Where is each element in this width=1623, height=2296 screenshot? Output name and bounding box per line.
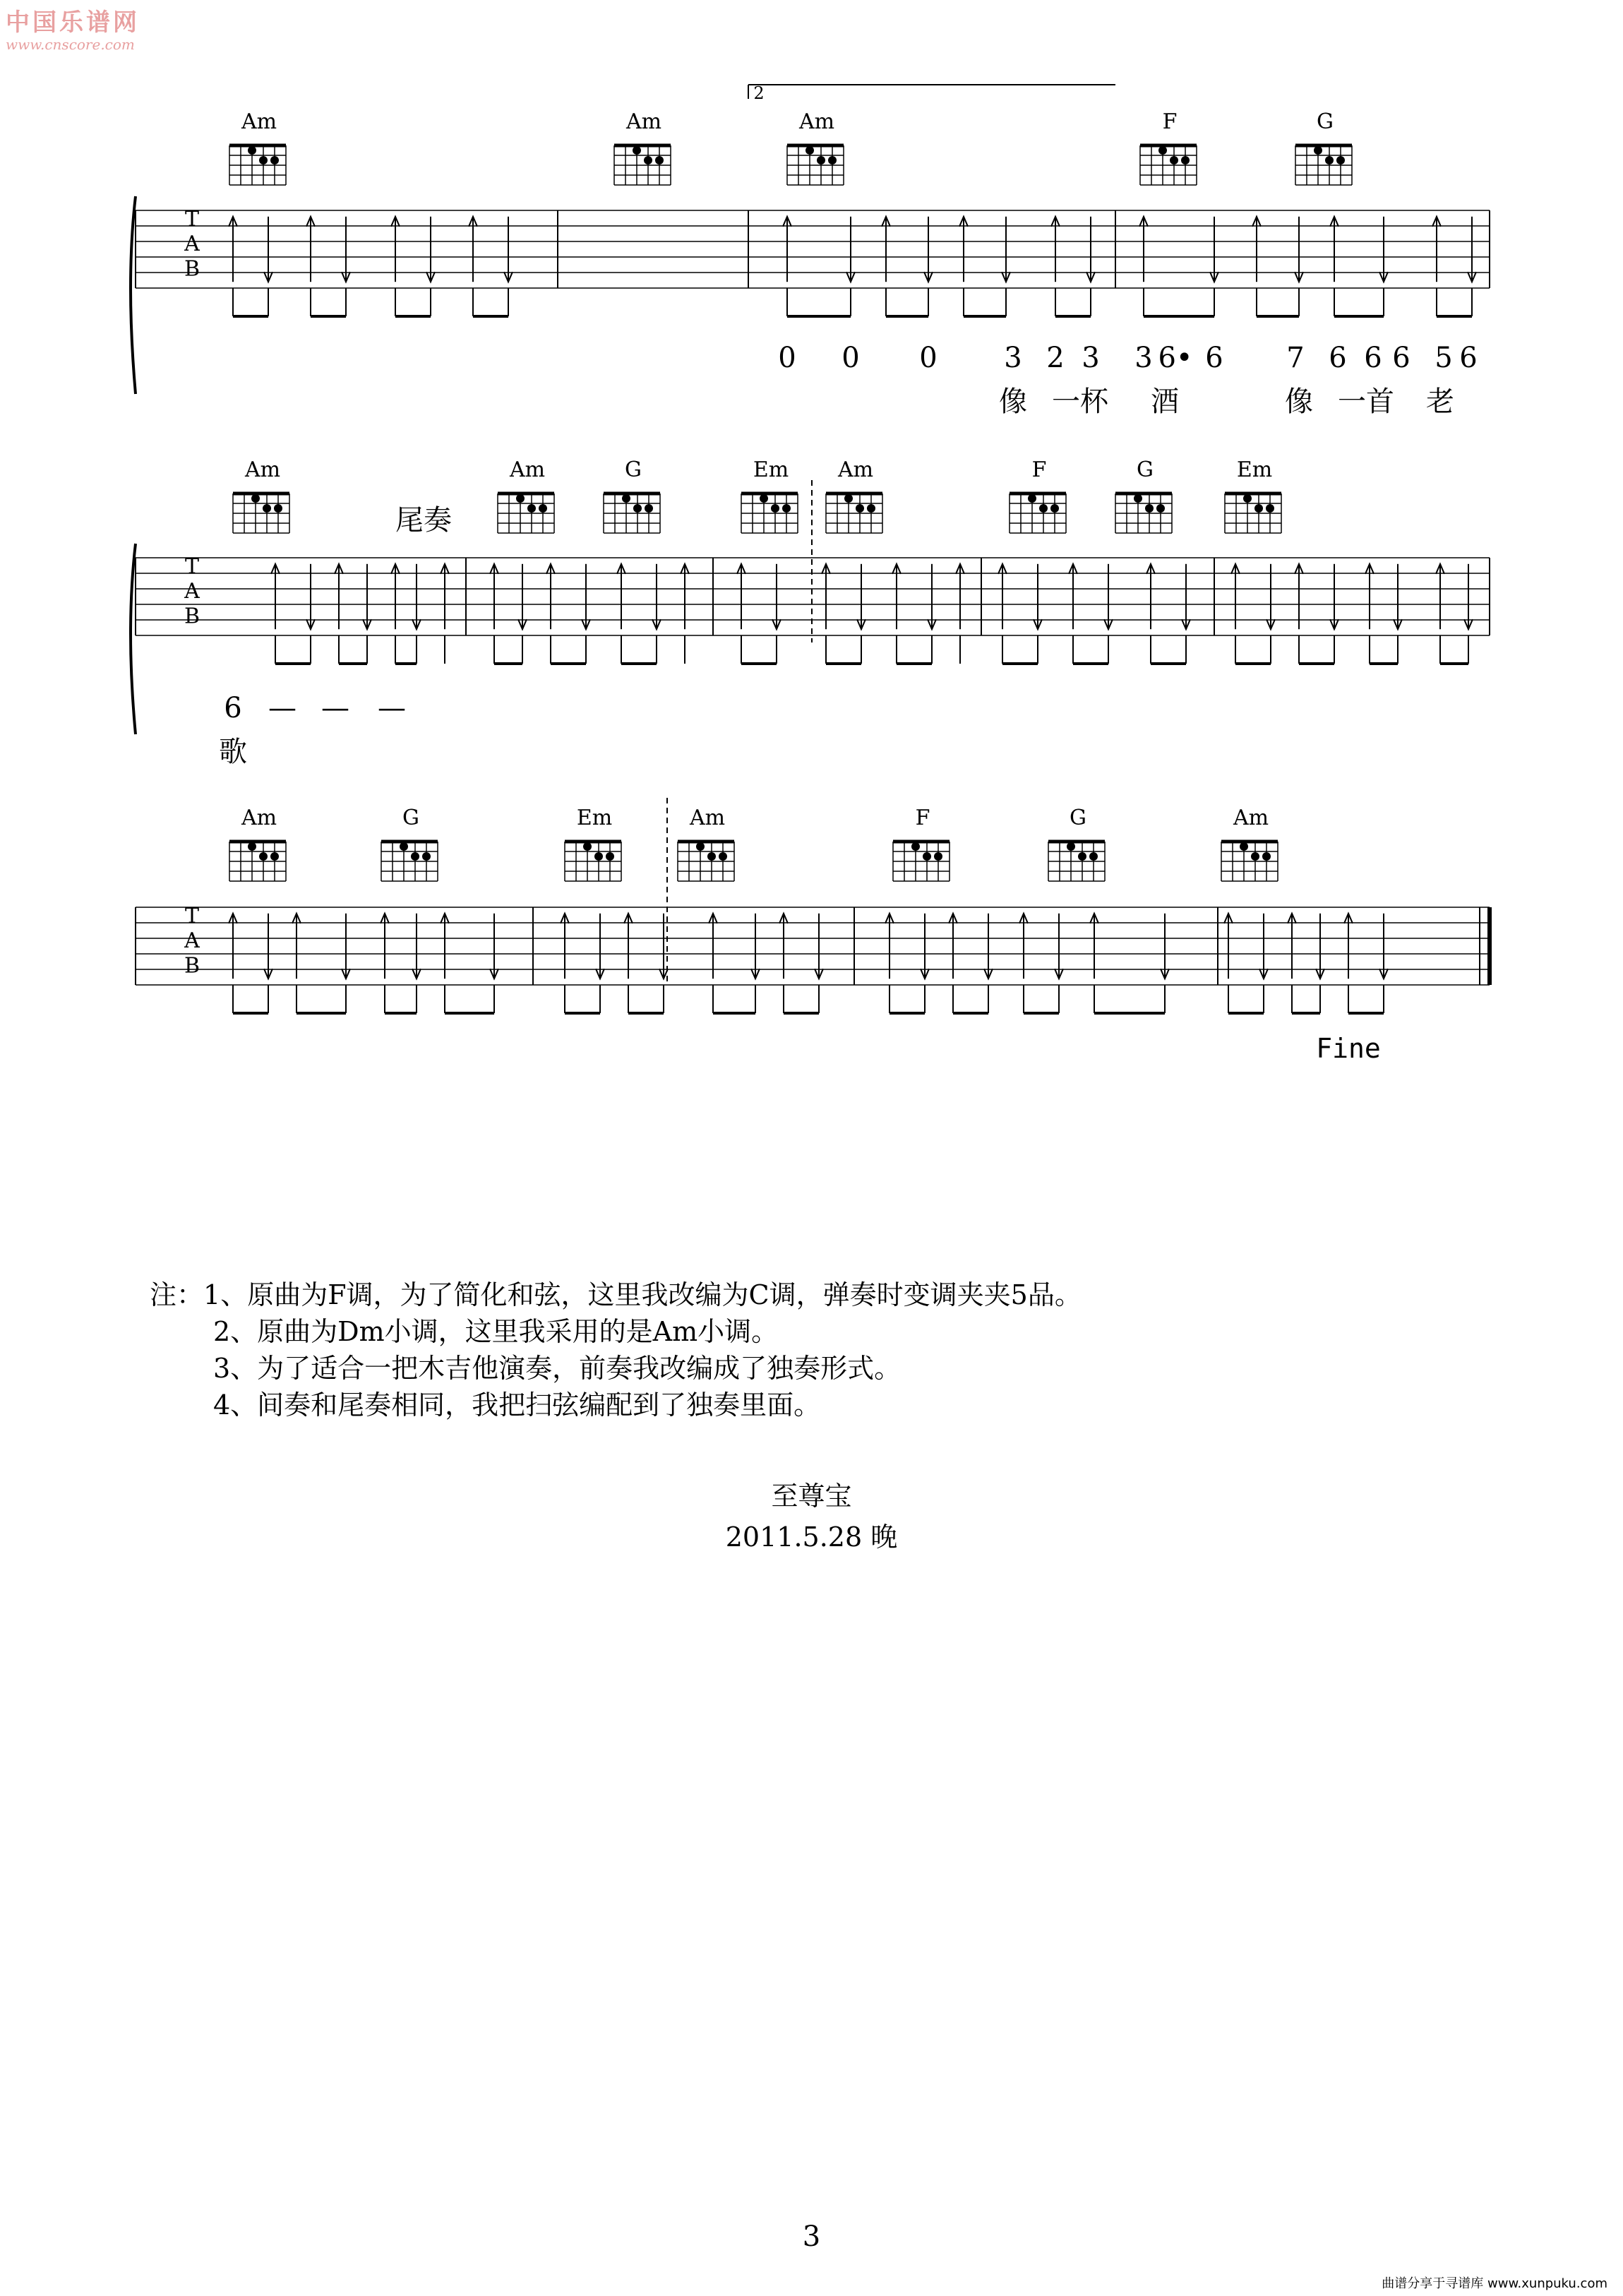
chord-diagram: [614, 109, 671, 185]
chord-finger-dot: [923, 852, 931, 861]
chord-finger-dot: [633, 146, 641, 155]
system-3: [136, 798, 1490, 1064]
melody-note: 6•: [1158, 342, 1193, 374]
watermark-url: www.cnscore.com: [6, 36, 135, 53]
tab-clef-a: A: [184, 928, 200, 954]
lyric-syllable: 歌: [219, 736, 247, 768]
notes-prefix: 注：: [150, 1279, 204, 1310]
page-number: 3: [802, 2220, 821, 2253]
chord-finger-dot: [422, 852, 431, 861]
chord-finger-dot: [1266, 504, 1274, 513]
chord-name: G: [625, 458, 642, 482]
chord-name: Am: [509, 458, 546, 482]
chord-finger-dot: [911, 842, 920, 851]
lyric-syllable: 一首: [1338, 385, 1394, 418]
chord-diagram: [741, 458, 798, 533]
tab-clef-b: B: [184, 256, 200, 282]
chord-name: Am: [689, 806, 726, 830]
watermark-name: 中国乐谱网: [6, 8, 140, 37]
chord-diagram: [604, 458, 660, 533]
chord-finger-dot: [411, 852, 419, 861]
chord-finger-dot: [1336, 156, 1345, 165]
chord-diagram: [229, 806, 286, 881]
chord-diagram: [1010, 458, 1066, 533]
melody-note: 6: [1392, 342, 1411, 374]
author-signature: 至尊宝: [771, 1481, 852, 1512]
lyric-syllable: 酒: [1151, 385, 1179, 418]
chord-name: G: [1070, 806, 1086, 830]
chord-finger-dot: [1089, 852, 1098, 861]
melody-note: 5: [1435, 342, 1453, 374]
chord-finger-dot: [805, 146, 814, 155]
chord-finger-dot: [1078, 852, 1086, 861]
chord-diagram: [565, 806, 621, 881]
chord-diagram: [1221, 806, 1278, 881]
chord-finger-dot: [583, 842, 592, 851]
melody-note: 0: [778, 342, 796, 374]
chord-name: G: [1317, 109, 1334, 134]
chord-name: Am: [241, 109, 277, 134]
chord-finger-dot: [270, 156, 279, 165]
section-label: 尾奏: [395, 504, 452, 537]
system-brace: [131, 544, 136, 734]
melody-note: —: [378, 692, 406, 724]
chord-finger-dot: [1170, 156, 1178, 165]
tab-score: [0, 0, 1623, 1101]
chord-finger-dot: [1325, 156, 1334, 165]
chord-name: Am: [798, 109, 835, 134]
fine-marking: Fine: [1316, 1033, 1381, 1064]
signature-date: 2011.5.28 晚: [725, 1521, 898, 1553]
chord-finger-dot: [856, 504, 864, 513]
chord-name: Am: [1233, 806, 1269, 830]
lyric-syllable: 像: [999, 385, 1027, 418]
chord-finger-dot: [696, 842, 705, 851]
melody-note: 2: [1046, 342, 1065, 374]
chord-name: Am: [837, 458, 874, 482]
chord-name: G: [402, 806, 419, 830]
system-1: [131, 83, 1490, 418]
chord-finger-dot: [1156, 504, 1165, 513]
lyric-syllable: 老: [1426, 385, 1454, 418]
chord-name: Em: [1236, 458, 1273, 482]
chord-name: Em: [753, 458, 789, 482]
footer-credit: 曲谱分享于寻谱库 www.xunpuku.com: [1382, 2276, 1607, 2291]
tab-clef-a: A: [184, 579, 200, 604]
chord-diagram: [1295, 109, 1352, 185]
chord-diagram: [787, 109, 844, 185]
chord-diagram: [1140, 109, 1197, 185]
lyric-syllable: 一杯: [1052, 385, 1108, 418]
chord-diagram: [1048, 806, 1105, 881]
chord-finger-dot: [259, 156, 268, 165]
chord-name: G: [1137, 458, 1154, 482]
chord-finger-dot: [1240, 842, 1248, 851]
tab-clef-b: B: [184, 604, 200, 629]
chord-finger-dot: [1050, 504, 1059, 513]
chord-finger-dot: [1243, 494, 1252, 503]
chord-finger-dot: [594, 852, 603, 861]
chord-finger-dot: [1028, 494, 1036, 503]
chord-name: F: [915, 806, 930, 830]
chord-finger-dot: [707, 852, 716, 861]
tab-clef-t: T: [184, 207, 200, 232]
chord-finger-dot: [719, 852, 727, 861]
chord-diagram: [1225, 458, 1281, 533]
melody-note: 3: [1082, 342, 1100, 374]
melody-note: 6: [1329, 342, 1347, 374]
melody-note: 6: [1205, 342, 1223, 374]
chord-name: Am: [625, 109, 662, 134]
chord-name: Em: [576, 806, 613, 830]
arrangement-notes: [150, 1276, 1082, 1423]
chord-finger-dot: [1251, 852, 1259, 861]
chord-diagram: [1115, 458, 1172, 533]
chord-finger-dot: [934, 852, 942, 861]
chord-finger-dot: [1314, 146, 1322, 155]
melody-note: 6: [1459, 342, 1478, 374]
chord-diagram: [826, 458, 882, 533]
chord-finger-dot: [782, 504, 791, 513]
volta-number: 2: [753, 83, 765, 103]
chord-finger-dot: [1134, 494, 1142, 503]
tab-clef-b: B: [184, 953, 200, 979]
chord-finger-dot: [1181, 156, 1190, 165]
chord-finger-dot: [760, 494, 768, 503]
chord-diagram: [678, 806, 734, 881]
chord-finger-dot: [270, 852, 279, 861]
melody-note: —: [321, 692, 349, 724]
note-item: 2、原曲为Dm小调，这里我采用的是Am小调。: [213, 1316, 779, 1347]
chord-name: F: [1031, 458, 1047, 482]
chord-finger-dot: [527, 504, 536, 513]
chord-name: Am: [244, 458, 281, 482]
chord-finger-dot: [828, 156, 837, 165]
chord-finger-dot: [539, 504, 547, 513]
chord-finger-dot: [771, 504, 779, 513]
chord-finger-dot: [644, 156, 652, 165]
chord-finger-dot: [622, 494, 630, 503]
chord-diagram: [233, 458, 289, 533]
chord-finger-dot: [1158, 146, 1167, 155]
chord-finger-dot: [274, 504, 282, 513]
chord-finger-dot: [633, 504, 642, 513]
system-2: [131, 458, 1490, 768]
note-item: 1、原曲为F调，为了简化和弦，这里我改编为C调，弹奏时变调夹夹5品。: [203, 1279, 1082, 1310]
chord-diagram: [229, 109, 286, 185]
chord-finger-dot: [251, 494, 260, 503]
note-item: 3、为了适合一把木吉他演奏，前奏我改编成了独奏形式。: [213, 1353, 902, 1384]
melody-note: 0: [842, 342, 860, 374]
chord-diagram: [893, 806, 950, 881]
lyric-syllable: 像: [1285, 385, 1313, 418]
chord-finger-dot: [655, 156, 664, 165]
chord-finger-dot: [817, 156, 825, 165]
chord-diagram: [381, 806, 438, 881]
chord-finger-dot: [516, 494, 525, 503]
melody-note: 3: [1134, 342, 1153, 374]
melody-note: 6: [1364, 342, 1382, 374]
tab-clef-a: A: [184, 232, 200, 257]
chord-finger-dot: [263, 504, 271, 513]
chord-finger-dot: [1039, 504, 1048, 513]
melody-note: 3: [1004, 342, 1022, 374]
chord-finger-dot: [1254, 504, 1263, 513]
note-item: 4、间奏和尾奏相同，我把扫弦编配到了独奏里面。: [213, 1389, 821, 1421]
tab-clef-t: T: [184, 554, 200, 579]
chord-name: F: [1162, 109, 1178, 134]
chord-finger-dot: [1262, 852, 1271, 861]
melody-note: 7: [1286, 342, 1305, 374]
melody-note: 0: [919, 342, 938, 374]
chord-finger-dot: [1145, 504, 1154, 513]
chord-name: Am: [241, 806, 277, 830]
chord-finger-dot: [606, 852, 614, 861]
chord-finger-dot: [248, 146, 256, 155]
chord-finger-dot: [645, 504, 653, 513]
chord-finger-dot: [844, 494, 853, 503]
chord-finger-dot: [867, 504, 875, 513]
tab-clef-t: T: [184, 904, 200, 928]
melody-note: —: [268, 692, 297, 724]
chord-finger-dot: [259, 852, 268, 861]
chord-finger-dot: [248, 842, 256, 851]
melody-note: 6: [224, 692, 242, 724]
system-brace: [131, 196, 136, 394]
chord-finger-dot: [400, 842, 408, 851]
chord-diagram: [498, 458, 554, 533]
chord-finger-dot: [1067, 842, 1075, 851]
